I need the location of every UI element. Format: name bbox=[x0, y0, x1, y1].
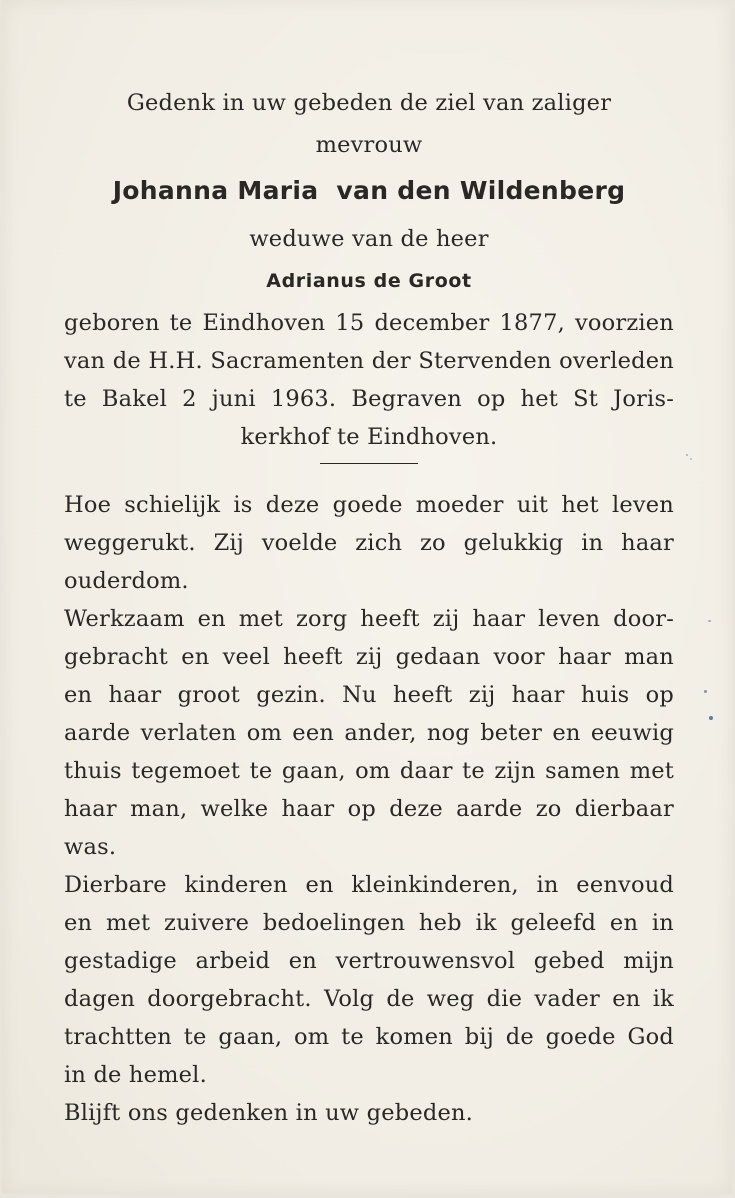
title-line: mevrouw bbox=[315, 132, 423, 158]
body-line: dagen doorgebracht. Volg de weg die vader en ik bbox=[64, 986, 674, 1012]
body-line: en met zuivere bedoelingen heb ik geleefd en in bbox=[64, 910, 674, 936]
body-line: Hoe schielijk is deze goede moeder uit het leven bbox=[64, 492, 674, 518]
biography-line: te Bakel 2 juni 1963. Begraven op het St Joris- bbox=[64, 386, 674, 412]
body-line: Werkzaam en met zorg heeft zij haar leven door- bbox=[64, 606, 674, 632]
husband-name: Adrianus de Groot bbox=[266, 270, 472, 292]
body-line: aarde verlaten om een ander, nog beter en eeuwig bbox=[64, 720, 674, 746]
body-line: ouderdom. bbox=[64, 568, 189, 594]
body-line: haar man, welke haar op deze aarde zo dierbaar bbox=[64, 796, 674, 822]
body-line: gebracht en veel heeft zij gedaan voor haar man bbox=[64, 644, 674, 670]
relation-line: weduwe van de heer bbox=[249, 226, 489, 252]
body-line: gestadige arbeid en vertrouwensvol gebed mijn bbox=[64, 948, 674, 974]
paper-speck bbox=[690, 458, 692, 460]
body-line: weggerukt. Zij voelde zich zo gelukkig in haar bbox=[64, 530, 674, 556]
body-line: in de hemel. bbox=[64, 1062, 207, 1088]
body-line: thuis tegemoet te gaan, om daar te zijn samen met bbox=[64, 758, 674, 784]
biography-line: geboren te Eindhoven 15 december 1877, voorzien bbox=[64, 310, 674, 336]
paper-speck bbox=[708, 620, 711, 622]
body-line: was. bbox=[64, 834, 117, 860]
paper-speck bbox=[709, 716, 713, 720]
intro-line: Gedenk in uw gebeden de ziel van zaliger bbox=[126, 90, 612, 116]
body-line: en haar groot gezin. Nu heeft zij haar huis op bbox=[64, 682, 674, 708]
body-line: Dierbare kinderen en kleinkinderen, in eenvoud bbox=[64, 872, 674, 898]
biography-line: kerkhof te Eindhoven. bbox=[240, 424, 498, 450]
body-line: Blijft ons gedenken in uw gebeden. bbox=[64, 1100, 474, 1126]
paper-speck bbox=[704, 690, 707, 693]
biography-line: van de H.H. Sacramenten der Stervenden overleden bbox=[64, 348, 674, 374]
paper-speck bbox=[686, 454, 688, 456]
divider bbox=[320, 463, 418, 464]
body-line: trachtten te gaan, om te komen bij de goede God bbox=[64, 1024, 674, 1050]
memorial-card bbox=[2, 0, 732, 1194]
deceased-name: Johanna Maria van den Wildenberg bbox=[112, 176, 626, 205]
